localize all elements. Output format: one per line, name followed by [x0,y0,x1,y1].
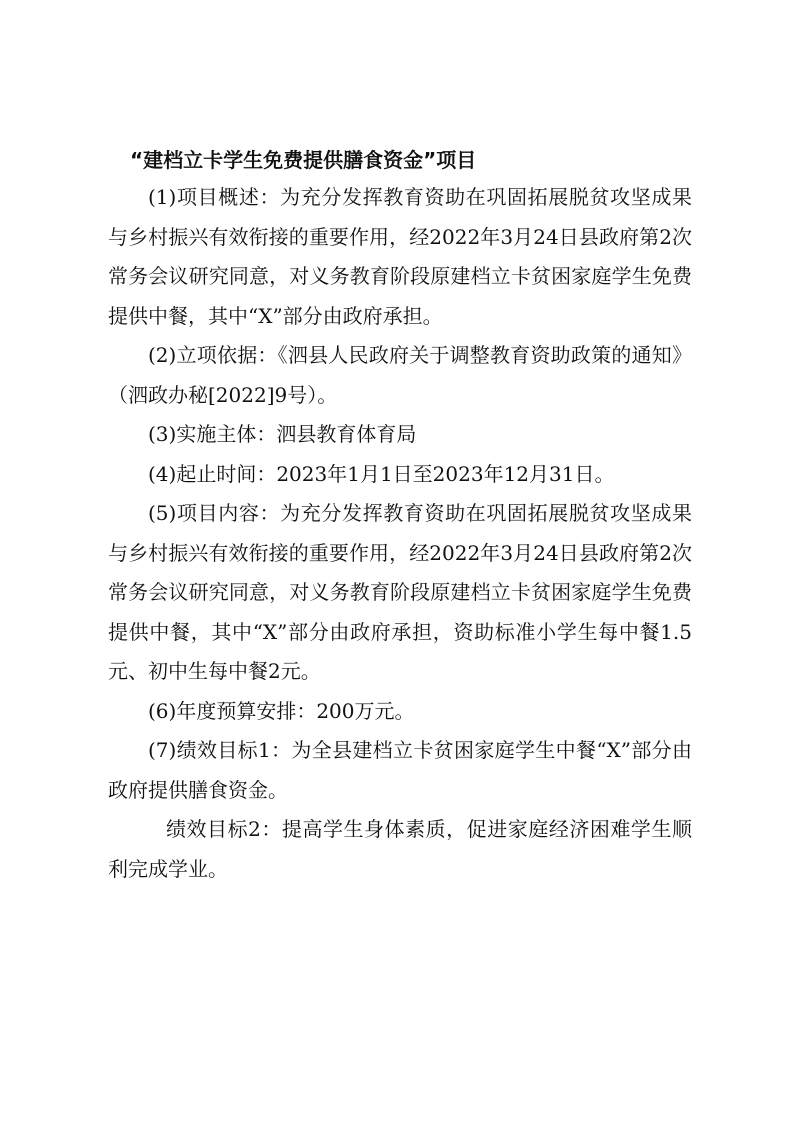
paragraph-content: (5)项目内容：为充分发挥教育资助在巩固拓展脱贫攻坚成果与乡村振兴有效衔接的重要作用，经2022年3月24日县政府第2次常务会议研究同意，对义务教育阶段原建档立卡贫困家庭学生免费提供中餐，其中“X”部分由政府承担，资助标准小学生每中餐1.5元、初中生每中餐2元。 [108,501,692,683]
document-title: “建档立卡学生免费提供膳食资金”项目 [130,148,477,172]
paragraph-period: (4)起止时间：2023年1月1日至2023年12月31日。 [148,461,615,486]
paragraph-basis: (2)立项依据：《泗县人民政府关于调整教育资助政策的通知》（泗政办秘[2022]9号）。 [108,343,692,407]
paragraph-budget: (6)年度预算安排：200万元。 [148,698,415,723]
document-body [108,178,692,889]
paragraph-goal-2: 绩效目标2：提高学生身体素质，促进家庭经济困难学生顺利完成学业。 [108,817,692,881]
paragraph-overview: (1)项目概述：为充分发挥教育资助在巩固拓展脱贫攻坚成果与乡村振兴有效衔接的重要作用，经2022年3月24日县政府第2次常务会议研究同意，对义务教育阶段原建档立卡贫困家庭学生免费提供中餐，其中“X”部分由政府承担。 [108,185,692,328]
paragraph-implementer: (3)实施主体：泗县教育体育局 [148,422,417,446]
paragraph-goal-1: (7)绩效目标1：为全县建档立卡贫困家庭学生中餐“X”部分由政府提供膳食资金。 [108,738,692,802]
